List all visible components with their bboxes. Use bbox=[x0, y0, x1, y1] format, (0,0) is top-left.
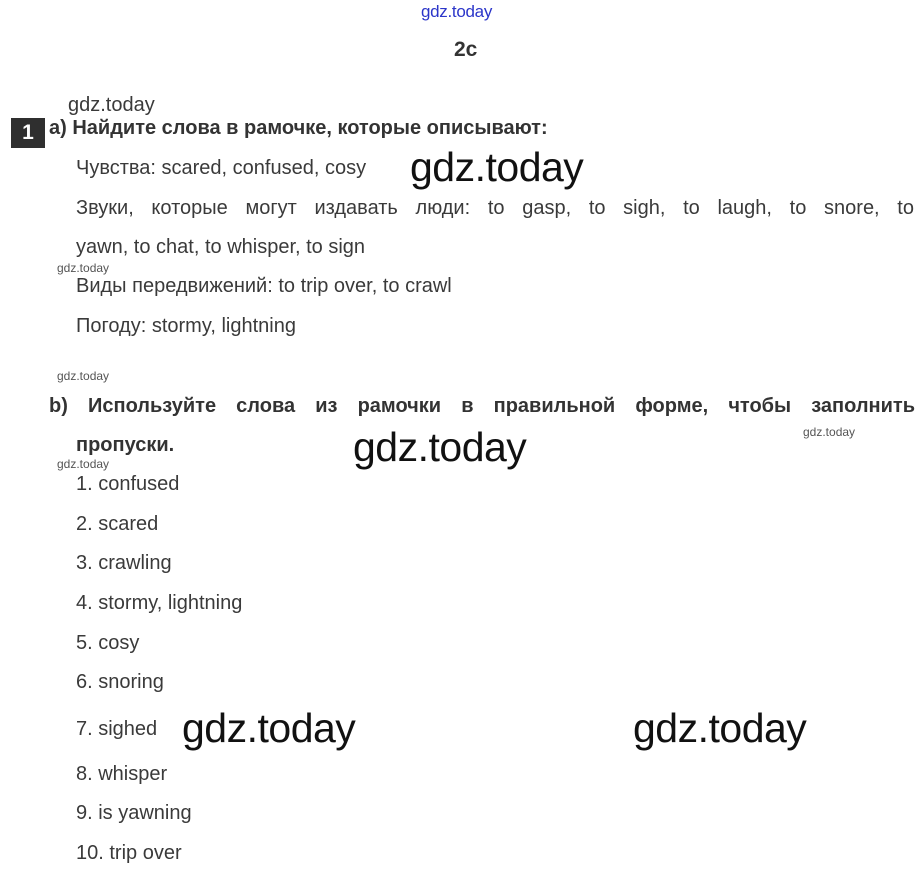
answer-item: 10. trip over bbox=[76, 842, 182, 864]
answer-item: 1. confused bbox=[76, 473, 180, 495]
watermark-large: gdz.today bbox=[410, 144, 584, 190]
answer-item: 2. scared bbox=[76, 513, 159, 535]
answer-item: 8. whisper bbox=[76, 763, 168, 785]
watermark-small: gdz.today bbox=[803, 425, 856, 439]
answer-item: 7. sighed bbox=[76, 718, 158, 740]
watermark-top: gdz.today bbox=[421, 2, 493, 21]
watermark-small: gdz.today bbox=[57, 369, 110, 383]
watermark-small: gdz.today bbox=[57, 261, 110, 275]
part-a-heading: a) Найдите слова в рамочке, которые описывают: bbox=[49, 117, 548, 139]
answer-item: 9. is yawning bbox=[76, 802, 192, 824]
part-b-heading-line-1: b) Используйте слова из рамочки в правильной форме, чтобы заполнить bbox=[49, 395, 915, 417]
part-b-heading-line-2: пропуски. bbox=[76, 434, 175, 456]
exercise-number-badge: 1 bbox=[11, 118, 45, 148]
sounds-line-2: yawn, to chat, to whisper, to sign bbox=[76, 236, 366, 258]
watermark-large: gdz.today bbox=[353, 424, 527, 470]
answer-item: 5. cosy bbox=[76, 632, 140, 654]
sounds-line-1: Звуки, которые могут издавать люди: to gasp, to sigh, to laugh, to snore, to bbox=[76, 197, 914, 219]
answer-item: 6. snoring bbox=[76, 671, 164, 693]
answer-item: 4. stormy, lightning bbox=[76, 592, 243, 614]
feelings-line: Чувства: scared, confused, cosy bbox=[76, 157, 367, 179]
weather-line: Погоду: stormy, lightning bbox=[76, 315, 296, 337]
watermark-small: gdz.today bbox=[57, 457, 110, 471]
watermark-large: gdz.today bbox=[182, 705, 356, 751]
watermark-large: gdz.today bbox=[633, 705, 807, 751]
movement-line: Виды передвижений: to trip over, to crawl bbox=[76, 275, 452, 297]
page-title: 2c bbox=[454, 38, 478, 61]
watermark-heading: gdz.today bbox=[68, 94, 155, 116]
answer-item: 3. crawling bbox=[76, 552, 172, 574]
